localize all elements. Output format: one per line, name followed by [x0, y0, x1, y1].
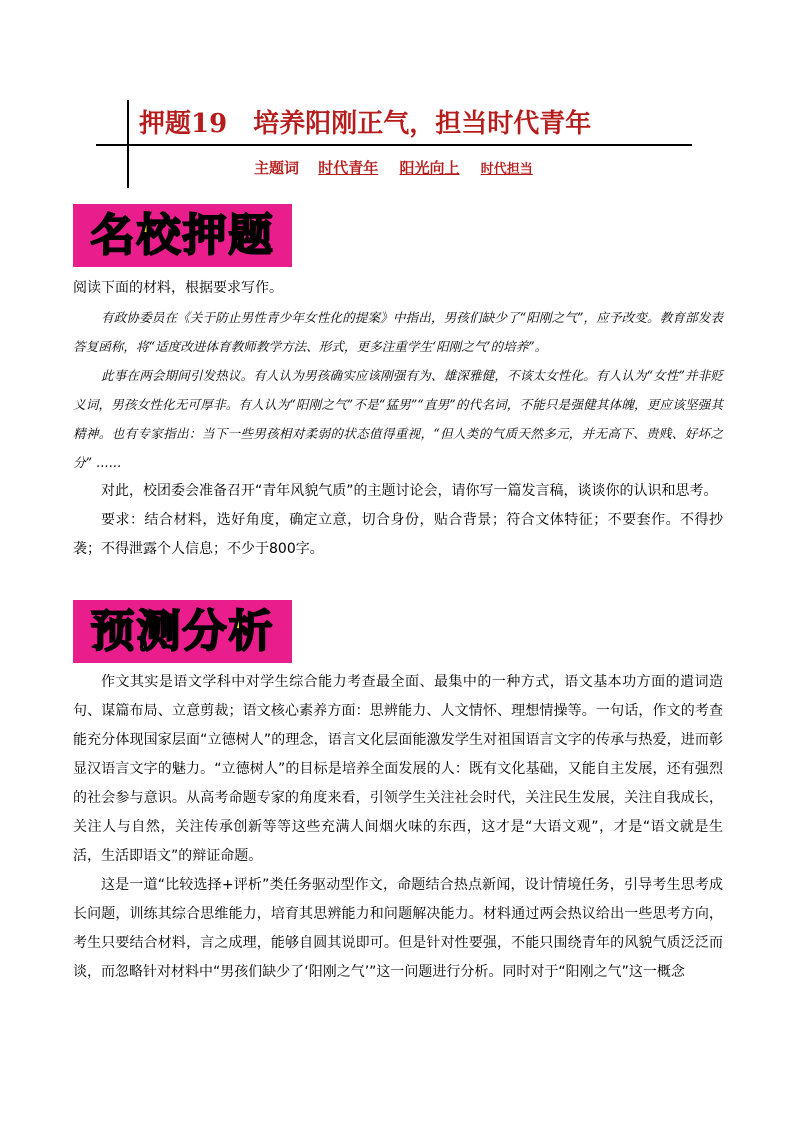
keywords-line [254, 157, 533, 181]
section-banner-prediction [73, 600, 292, 663]
header-horizontal-rule [96, 144, 692, 146]
keyword-3: 时代担当 [480, 162, 533, 177]
section-banner-exam-prompt [73, 204, 292, 267]
keywords-label: 主题词 [254, 159, 300, 177]
intro-line: 阅读下面的材料，根据要求写作。 [73, 280, 283, 296]
material-paragraph: 此事在两会期间引发热议。有人认为男孩确实应该刚强有为、雄深雅健，不该太女性化。有人认为“女性”并非贬义词，男孩女性化无可厚非。有人认为“阳刚之气”不是“猛男”“直男”的代名词，不能只是强健其体魄，更应该坚强其精神。也有专家指出：当下一些男孩相对柔弱的状态值得重视，“但人类的气质天然多元，并无高下、贵贱、好坏之分” …… [73, 368, 723, 470]
banner-text: 预测分析 [90, 605, 275, 657]
analysis-section [73, 668, 723, 987]
material-section [73, 274, 723, 564]
page-title [139, 104, 591, 144]
keyword-1: 时代青年 [318, 159, 379, 177]
analysis-paragraph: 作文其实是语文学科中对学生综合能力考查最全面、最集中的一种方式，语文基本功方面的遣词造句、谋篇布局、立意剪裁；语文核心素养方面：思辨能力、人文情怀、理想情操等。一句话，作文的考查能充分体现国家层面“立德树人”的理念，语言文化层面能激发学生对祖国语言文字的传承与热爱，进而彰显汉语言文字的魅力。“立德树人”的目标是培养全面发展的人：既有文化基础，又能自主发展，还有强烈的社会参与意识。从高考命题专家的角度来看，引领学生关注社会时代，关注民生发展，关注自我成长，关注人与自然，关注传承创新等等这些充满人间烟火味的东西，这才是“大语文观”，才是“语文就是生活，生活即语文”的辩证命题。 [73, 674, 723, 864]
title-number: 押题19 [139, 109, 228, 139]
analysis-paragraph: 这是一道“比较选择+评析”类任务驱动型作文，命题结合热点新闻，设计情境任务，引导考生思考成长问题，训练其综合思维能力，培育其思辨能力和问题解决能力。材料通过两会热议给出一些思考方向，考生只要结合材料，言之成理，能够自圆其说即可。但是针对性要强，不能只围绕青年的风貌气质泛泛而谈，而忽略针对材料中“男孩们缺少了‘阳刚之气’”这一问题进行分析。同时对于“阳刚之气”这一概念 [73, 877, 723, 980]
banner-text: 名校押题 [90, 209, 275, 261]
title-text: 培养阳刚正气，担当时代青年 [253, 109, 592, 139]
keyword-2: 阳光向上 [399, 159, 460, 177]
material-paragraph: 有政协委员在《关于防止男性青少年女性化的提案》中指出，男孩们缺少了“阳刚之气”，应予改变。教育部发表答复函称，将“适度改进体育教师教学方法、形式，更多注重学生‘阳刚之气’的培养”。 [73, 310, 723, 354]
requirement-paragraph: 要求：结合材料，选好角度，确定立意，切合身份，贴合背景；符合文体特征；不要套作。不得抄袭；不得泄露个人信息；不少于800字。 [73, 512, 723, 557]
task-paragraph: 对此，校团委会准备召开“青年风貌气质”的主题讨论会，请你写一篇发言稿，谈谈你的认识和思考。 [101, 483, 718, 499]
